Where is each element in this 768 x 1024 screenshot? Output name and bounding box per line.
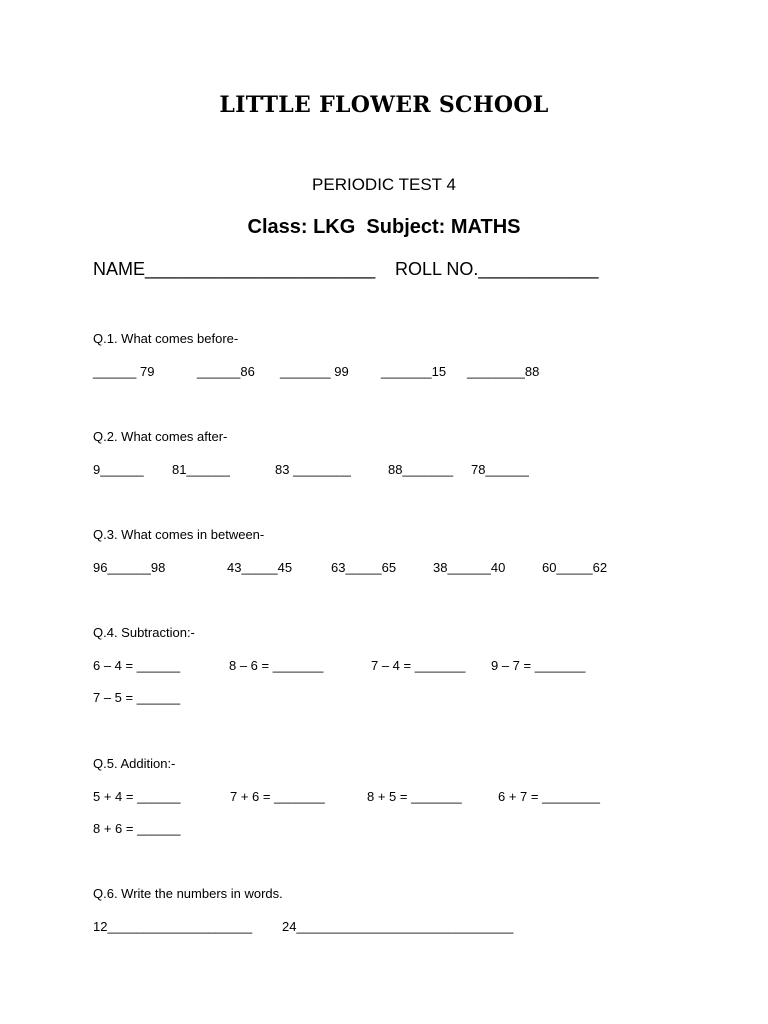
question-3-item: 63_____65 [331, 560, 397, 575]
question-5-item: 5 + 4 = ______ [93, 789, 181, 804]
question-2-item: 81______ [172, 462, 230, 477]
roll-number-field: ROLL NO.____________ [395, 259, 599, 279]
question-2-item: 83 ________ [275, 462, 351, 477]
test-title: PERIODIC TEST 4 [312, 175, 456, 194]
question-5-item: 7 + 6 = _______ [230, 789, 325, 804]
question-1-item: _______15 [381, 364, 447, 379]
question-6-item: 24______________________________ [282, 919, 514, 934]
question-2-item: 88_______ [388, 462, 454, 477]
question-2-item: 78______ [471, 462, 529, 477]
question-6-item: 12____________________ [93, 919, 253, 934]
question-3-item: 60_____62 [542, 560, 608, 575]
question-1-item: ______86 [197, 364, 255, 379]
question-3-item: 43_____45 [227, 560, 293, 575]
question-2-heading: Q.2. What comes after- [93, 429, 228, 444]
question-6-heading: Q.6. Write the numbers in words. [93, 886, 283, 901]
question-3-item: 96______98 [93, 560, 166, 575]
question-5-item: 6 + 7 = ________ [498, 789, 600, 804]
question-2-item: 9______ [93, 462, 144, 477]
question-1-item: _______ 99 [280, 364, 349, 379]
name-field: NAME_______________________ [93, 259, 376, 279]
question-4-item: 8 – 6 = _______ [229, 658, 324, 673]
school-name: LITTLE FLOWER SCHOOL [219, 92, 549, 118]
question-4-heading: Q.4. Subtraction:- [93, 625, 195, 640]
question-5-item: 8 + 6 = ______ [93, 821, 181, 836]
question-4-item: 7 – 4 = _______ [371, 658, 466, 673]
question-1-heading: Q.1. What comes before- [93, 331, 239, 346]
question-1-item: ______ 79 [93, 364, 155, 379]
question-5-heading: Q.5. Addition:- [93, 756, 176, 771]
question-4-item: 6 – 4 = ______ [93, 658, 181, 673]
question-1-item: ________88 [467, 364, 540, 379]
question-4-item: 9 – 7 = _______ [491, 658, 586, 673]
question-3-item: 38______40 [433, 560, 506, 575]
class-subject-line: Class: LKG Subject: MATHS [247, 216, 521, 238]
question-4-item: 7 – 5 = ______ [93, 690, 181, 705]
question-5-item: 8 + 5 = _______ [367, 789, 462, 804]
question-3-heading: Q.3. What comes in between- [93, 527, 265, 542]
